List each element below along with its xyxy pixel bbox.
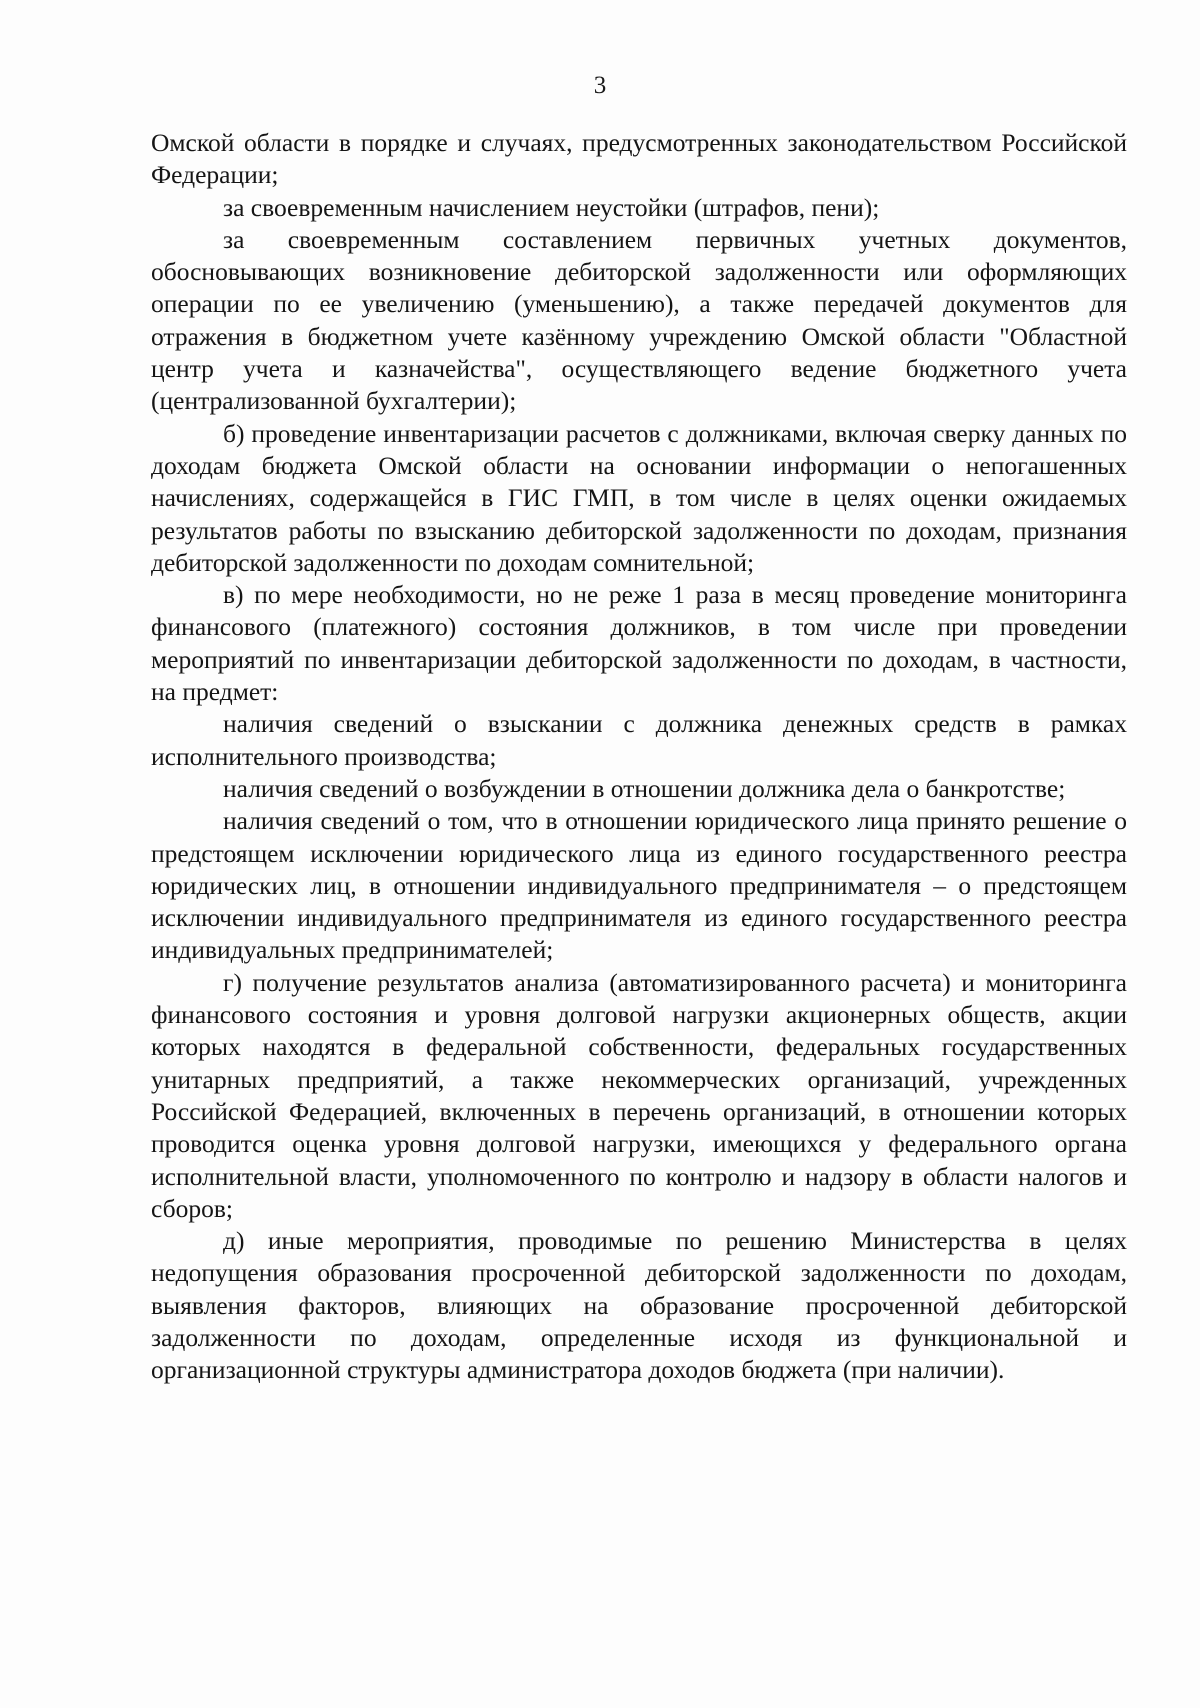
paragraph: д) иные мероприятия, проводимые по решению Министерства в целях недопущения образования просроченной дебиторской задолженности по доходам, выявления факторов, влияющих на образование просроченной дебиторской задолженности по доходам, определенные исходя из функциональной и организационной структуры администратора доходов бюджета (при наличии). bbox=[151, 1226, 1127, 1385]
paragraph: г) получение результатов анализа (автоматизированного расчета) и мониторинга финансового состояния и уровня долговой нагрузки акционерных обществ, акции которых находятся в федеральной собственности, федеральных государственных унитарных предприятий, а также некоммерческих организаций, учрежденных Российской Федерацией, включенных в перечень организаций, в отношении которых проводится оценка уровня долговой нагрузки, имеющихся у федерального органа исполнительной власти, уполномоченного по контролю и надзору в области налогов и сборов; bbox=[151, 967, 1127, 1223]
paragraph: наличия сведений о взыскании с должника денежных средств в рамках исполнительного производства; bbox=[151, 709, 1127, 771]
paragraph: Омской области в порядке и случаях, предусмотренных законодательством Российской Федерации; bbox=[151, 128, 1127, 190]
paragraph: за своевременным начислением неустойки (штрафов, пени); bbox=[223, 192, 880, 222]
paragraph: наличия сведений о возбуждении в отношении должника дела о банкротстве; bbox=[223, 773, 1066, 803]
document-body bbox=[151, 127, 1127, 1387]
paragraph: в) по мере необходимости, но не реже 1 раза в месяц проведение мониторинга финансового (платежного) состояния должников, в том числе при проведении мероприятий по инвентаризации дебиторской задолженности по доходам, в частности, на предмет: bbox=[151, 580, 1127, 707]
paragraph: б) проведение инвентаризации расчетов с должниками, включая сверку данных по доходам бюджета Омской области на основании информации о непогашенных начислениях, содержащейся в ГИС ГМП, в том числе в целях оценки ожидаемых результатов работы по взысканию дебиторской задолженности по доходам, признания дебиторской задолженности по доходам сомнительной; bbox=[151, 418, 1127, 577]
paragraph: наличия сведений о том, что в отношении юридического лица принято решение о предстоящем исключении юридического лица из единого государственного реестра юридических лиц, в отношении индивидуального предпринимателя – о предстоящем исключении индивидуального предпринимателя из единого государственного реестра индивидуальных предпринимателей; bbox=[151, 806, 1127, 965]
paragraph: за своевременным составлением первичных учетных документов, обосновывающих возникновение дебиторской задолженности или оформляющих операции по ее увеличению (уменьшению), а также передачей документов для отражения в бюджетном учете казённому учреждению Омской области "Областной центр учета и казначейства", осуществляющего ведение бюджетного учета (централизованной бухгалтерии); bbox=[151, 224, 1127, 416]
page-number: 3 bbox=[593, 72, 607, 99]
